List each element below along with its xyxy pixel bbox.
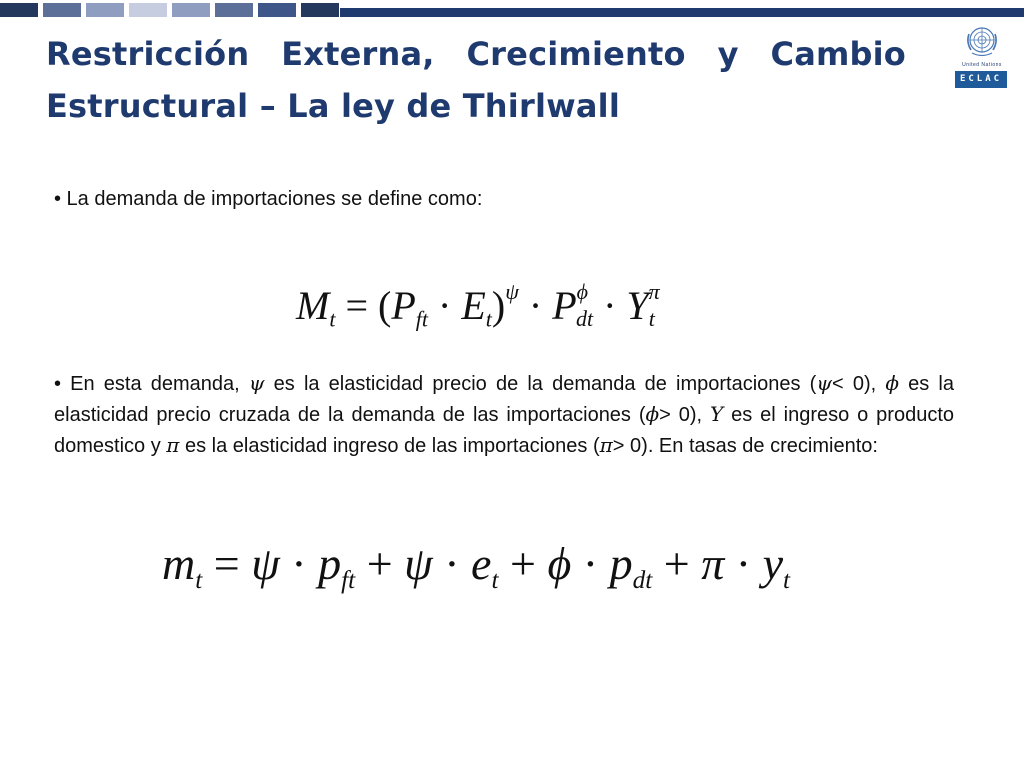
eq1-sup-psi: ψ (505, 279, 519, 304)
equation-import-demand (296, 262, 660, 349)
eq1-Y: Y (626, 282, 649, 328)
text-fragment: es la elasticidad ingreso de las importaciones ( (179, 435, 600, 457)
strip-segment (215, 3, 253, 17)
eq2-dot: · (432, 538, 472, 589)
strip-line (340, 8, 1024, 17)
header-decorative-strip (0, 3, 1024, 17)
eq2-dot: · (724, 538, 763, 589)
phi-symbol: ϕ (645, 402, 660, 426)
eq1-E: E (461, 282, 486, 328)
Y-symbol: Y (710, 402, 724, 426)
psi-symbol: ψ (248, 371, 265, 395)
eq1-dot: · (593, 282, 627, 328)
eq2-sub-t: t (491, 565, 499, 594)
strip-segment (0, 3, 38, 17)
equation-growth-rates (162, 532, 790, 612)
eq1-dot: · (518, 282, 553, 328)
eq2-p: p (609, 538, 633, 589)
eq2-sub-dt: dt (632, 565, 653, 594)
strip-segment (301, 3, 339, 17)
phi-symbol: ϕ (885, 371, 899, 395)
text-fragment: > 0). En tasas de crecimiento: (612, 435, 878, 457)
strip-segment (172, 3, 210, 17)
eq2-sub-t: t (195, 565, 203, 594)
strip-segment (86, 3, 124, 17)
psi-symbol: ψ (816, 371, 833, 395)
title-line-1: Restricción Externa, Crecimiento y Cambio (46, 35, 906, 73)
pi-symbol: π (599, 433, 613, 457)
text-fragment: < 0), (832, 373, 886, 395)
eq2-sub-ft: ft (341, 565, 356, 594)
eq2-sub-t: t (783, 565, 791, 594)
eq1-sub-t: t (648, 306, 655, 332)
eq2-phi: ϕ (547, 538, 572, 589)
eq2-m: m (162, 538, 196, 589)
eq2-y: y (762, 538, 784, 589)
eq2-plus: + (652, 538, 702, 589)
text-fragment: • En esta demanda, (54, 373, 249, 395)
eq1-P: P (552, 282, 577, 328)
strip-segment (43, 3, 81, 17)
eq1-sub-dt: dt (575, 306, 594, 332)
eq1-sub-t: t (329, 306, 336, 332)
slide-title (46, 28, 906, 132)
un-emblem-icon (963, 22, 1001, 60)
title-line-2: Estructural – La ley de Thirlwall (46, 87, 621, 125)
bullet-import-demand: • La demanda de importaciones se define como: (54, 188, 483, 210)
eq2-p: p (318, 538, 342, 589)
eq1-P: P (391, 282, 416, 328)
eq1-M: M (296, 282, 330, 328)
eq2-psi: ψ (404, 538, 433, 589)
eq1-dot: · (428, 282, 462, 328)
eq2-pi: π (701, 538, 725, 589)
eq2-plus: + (498, 538, 548, 589)
eq1-equals-open: = ( (335, 282, 392, 328)
eq2-e: e (471, 538, 492, 589)
eq2-dot: · (279, 538, 319, 589)
eq2-equals: = (202, 538, 252, 589)
strip-segment (258, 3, 296, 17)
eq1-sub-ft: ft (415, 306, 429, 332)
bullet-elasticities (54, 368, 954, 461)
eq1-sup-pi: π (648, 279, 660, 304)
text-fragment: es el ingreso o producto domestico y (54, 404, 954, 457)
eq1-sup-phi: ϕ (576, 279, 589, 304)
strip-segment (129, 3, 167, 17)
eq1-sub-t: t (485, 306, 492, 332)
eq2-plus: + (355, 538, 405, 589)
eclac-badge: ECLAC (955, 71, 1007, 88)
eq2-psi: ψ (251, 538, 280, 589)
un-eclac-logo (955, 22, 1009, 90)
un-text: United Nations (962, 62, 1002, 68)
eq1-close-paren: ) (491, 282, 506, 328)
pi-symbol: π (166, 433, 180, 457)
text-fragment: es la elasticidad precio de la demanda de importaciones ( (264, 373, 817, 395)
text-fragment: > 0), (659, 404, 710, 426)
eq2-dot: · (571, 538, 610, 589)
text-fragment: es la elasticidad precio cruzada de la demanda de las importaciones ( (54, 373, 954, 426)
